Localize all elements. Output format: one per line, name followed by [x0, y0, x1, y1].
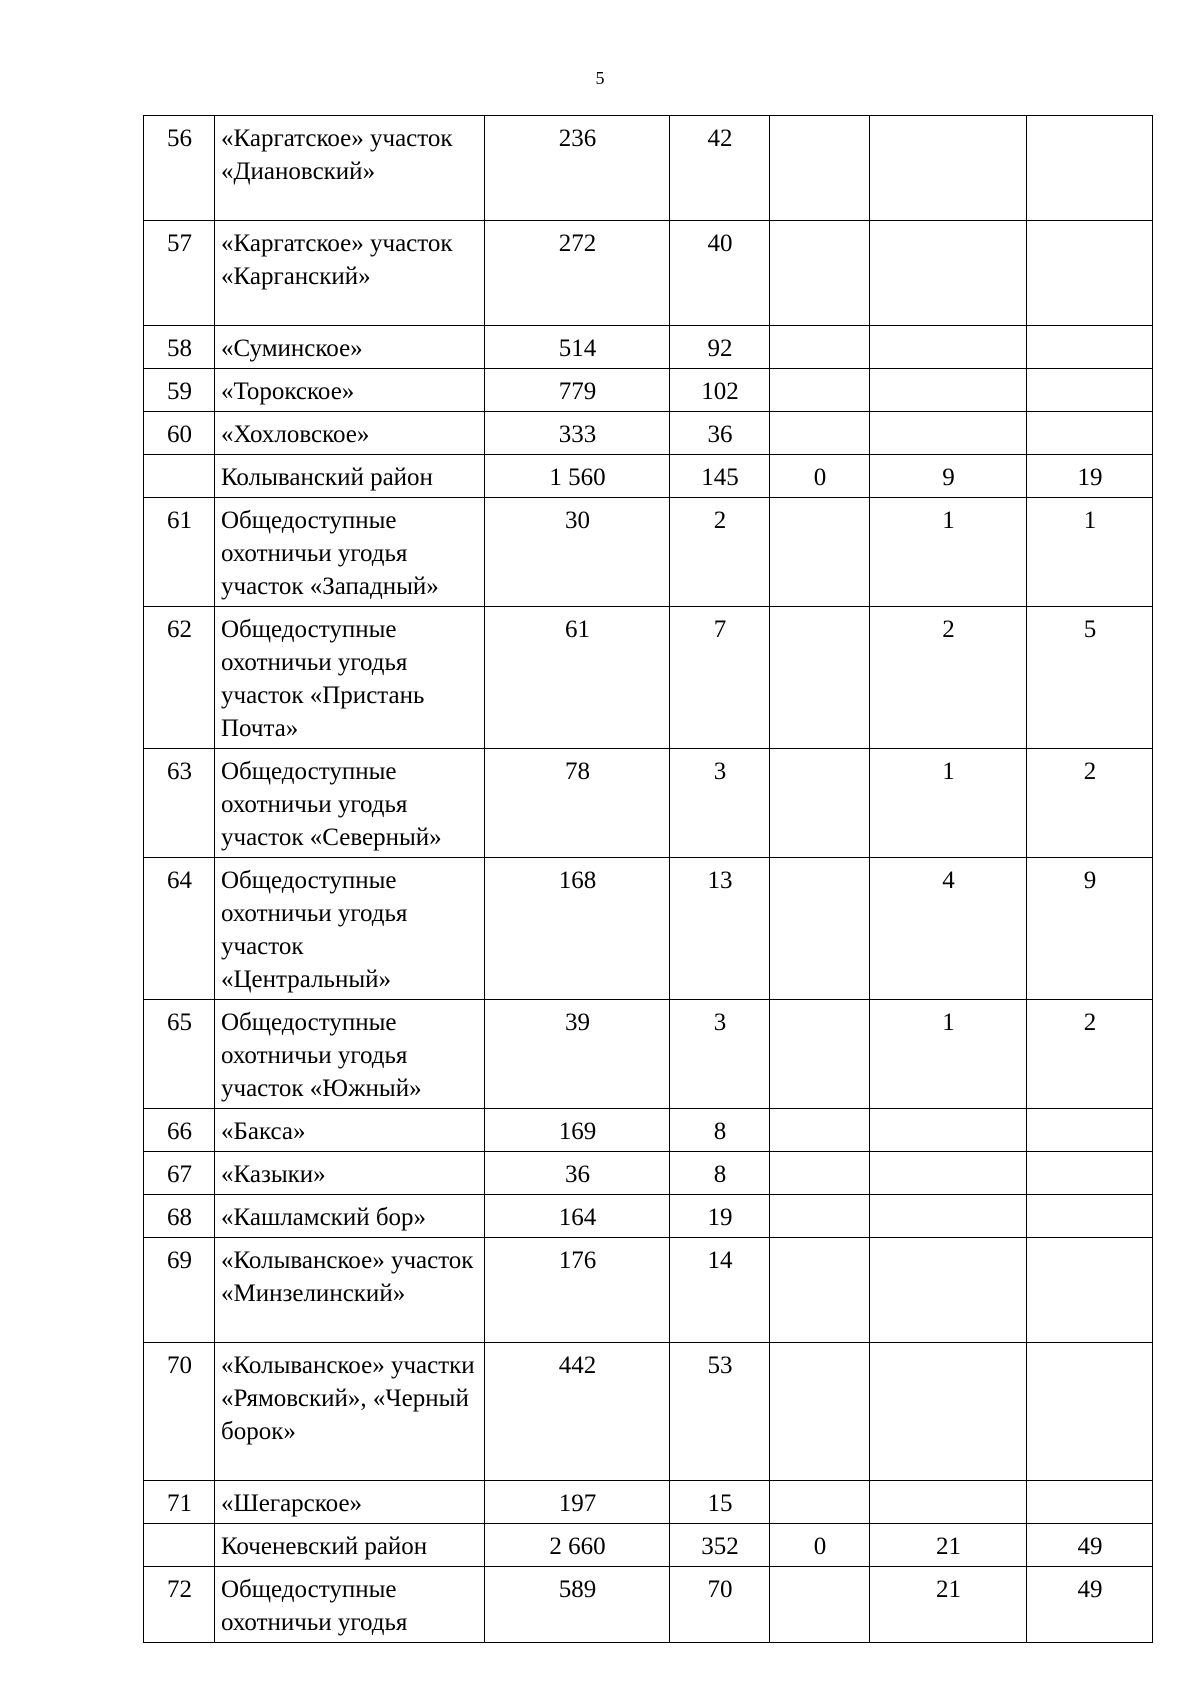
value-col-5 [1027, 1195, 1153, 1238]
value-col-5 [1027, 326, 1153, 369]
value-col-2: 102 [670, 369, 770, 412]
value-col-3 [770, 1000, 870, 1109]
value-col-2: 352 [670, 1524, 770, 1567]
page-number: 5 [595, 68, 605, 88]
row-number: 56 [144, 116, 215, 221]
value-col-5: 19 [1027, 455, 1153, 498]
table-row [144, 1481, 1153, 1524]
row-number [144, 1524, 215, 1567]
table-row [144, 326, 1153, 369]
table-row [144, 1109, 1153, 1152]
value-col-2: 36 [670, 412, 770, 455]
value-col-3 [770, 1238, 870, 1343]
row-number: 58 [144, 326, 215, 369]
row-name: «Колыванское» участки «Рямовский», «Черный борок» [215, 1343, 485, 1481]
value-col-5: 1 [1027, 498, 1153, 607]
value-col-5 [1027, 1238, 1153, 1343]
row-name: «Каргатское» участок «Карганский» [215, 221, 485, 326]
row-name: «Колыванское» участок «Минзелинский» [215, 1238, 485, 1343]
value-col-1: 30 [485, 498, 670, 607]
value-col-4 [870, 221, 1027, 326]
value-col-1: 333 [485, 412, 670, 455]
value-col-4 [870, 1343, 1027, 1481]
value-col-1: 176 [485, 1238, 670, 1343]
value-col-4: 21 [870, 1524, 1027, 1567]
value-col-3 [770, 1152, 870, 1195]
row-number [144, 455, 215, 498]
value-col-1: 514 [485, 326, 670, 369]
row-number: 65 [144, 1000, 215, 1109]
row-number: 64 [144, 858, 215, 1000]
value-col-3 [770, 1343, 870, 1481]
row-name: Колыванский район [215, 455, 485, 498]
table-row [144, 1195, 1153, 1238]
row-number: 71 [144, 1481, 215, 1524]
row-name: «Хохловское» [215, 412, 485, 455]
value-col-4 [870, 1481, 1027, 1524]
row-name: Общедоступные охотничьи угодья участок «Западный» [215, 498, 485, 607]
value-col-1: 589 [485, 1567, 670, 1643]
value-col-2: 2 [670, 498, 770, 607]
value-col-4: 2 [870, 607, 1027, 749]
value-col-2: 8 [670, 1109, 770, 1152]
value-col-2: 145 [670, 455, 770, 498]
value-col-1: 2 660 [485, 1524, 670, 1567]
row-name: Общедоступные охотничьи угодья участок «Пристань Почта» [215, 607, 485, 749]
value-col-3 [770, 116, 870, 221]
row-name: Общедоступные охотничьи угодья [215, 1567, 485, 1643]
value-col-3 [770, 858, 870, 1000]
district-total-row [144, 1524, 1153, 1567]
value-col-5 [1027, 369, 1153, 412]
row-number: 62 [144, 607, 215, 749]
value-col-5: 49 [1027, 1567, 1153, 1643]
row-name: «Казыки» [215, 1152, 485, 1195]
value-col-5 [1027, 1343, 1153, 1481]
value-col-1: 197 [485, 1481, 670, 1524]
row-number: 70 [144, 1343, 215, 1481]
value-col-3 [770, 369, 870, 412]
value-col-1: 39 [485, 1000, 670, 1109]
value-col-2: 15 [670, 1481, 770, 1524]
row-number: 67 [144, 1152, 215, 1195]
row-name: «Шегарское» [215, 1481, 485, 1524]
value-col-5 [1027, 221, 1153, 326]
value-col-4 [870, 1109, 1027, 1152]
row-name: «Кашламский бор» [215, 1195, 485, 1238]
value-col-1: 61 [485, 607, 670, 749]
table-row [144, 116, 1153, 221]
value-col-2: 40 [670, 221, 770, 326]
table-row [144, 607, 1153, 749]
value-col-1: 1 560 [485, 455, 670, 498]
value-col-4 [870, 1152, 1027, 1195]
table-row [144, 858, 1153, 1000]
value-col-2: 3 [670, 1000, 770, 1109]
value-col-5 [1027, 1481, 1153, 1524]
value-col-4: 21 [870, 1567, 1027, 1643]
value-col-1: 272 [485, 221, 670, 326]
value-col-2: 7 [670, 607, 770, 749]
value-col-3 [770, 749, 870, 858]
row-name: Общедоступные охотничьи угодья участок «Центральный» [215, 858, 485, 1000]
table-row [144, 1000, 1153, 1109]
value-col-5 [1027, 1109, 1153, 1152]
value-col-4: 4 [870, 858, 1027, 1000]
row-number: 63 [144, 749, 215, 858]
value-col-3 [770, 607, 870, 749]
value-col-1: 168 [485, 858, 670, 1000]
row-name: Общедоступные охотничьи угодья участок «Северный» [215, 749, 485, 858]
value-col-3 [770, 1567, 870, 1643]
value-col-2: 42 [670, 116, 770, 221]
value-col-4 [870, 412, 1027, 455]
value-col-3 [770, 1109, 870, 1152]
table-row [144, 498, 1153, 607]
value-col-4 [870, 116, 1027, 221]
value-col-3: 0 [770, 1524, 870, 1567]
table-row [144, 749, 1153, 858]
row-name: Общедоступные охотничьи угодья участок «Южный» [215, 1000, 485, 1109]
row-name: Коченевский район [215, 1524, 485, 1567]
value-col-5: 2 [1027, 749, 1153, 858]
value-col-4: 1 [870, 749, 1027, 858]
value-col-4 [870, 369, 1027, 412]
value-col-3: 0 [770, 455, 870, 498]
table-row [144, 1238, 1153, 1343]
value-col-5: 49 [1027, 1524, 1153, 1567]
row-number: 57 [144, 221, 215, 326]
row-name: «Торокское» [215, 369, 485, 412]
value-col-4 [870, 1195, 1027, 1238]
value-col-5: 2 [1027, 1000, 1153, 1109]
row-name: «Бакса» [215, 1109, 485, 1152]
table-row [144, 1343, 1153, 1481]
value-col-5: 9 [1027, 858, 1153, 1000]
row-number: 69 [144, 1238, 215, 1343]
table-row [144, 412, 1153, 455]
value-col-3 [770, 1195, 870, 1238]
value-col-2: 3 [670, 749, 770, 858]
row-number: 59 [144, 369, 215, 412]
value-col-1: 169 [485, 1109, 670, 1152]
value-col-5 [1027, 1152, 1153, 1195]
row-number: 72 [144, 1567, 215, 1643]
value-col-1: 36 [485, 1152, 670, 1195]
table-row [144, 221, 1153, 326]
value-col-4: 1 [870, 1000, 1027, 1109]
district-total-row [144, 455, 1153, 498]
row-name: «Каргатское» участок «Диановский» [215, 116, 485, 221]
row-number: 68 [144, 1195, 215, 1238]
value-col-2: 92 [670, 326, 770, 369]
row-number: 60 [144, 412, 215, 455]
value-col-4 [870, 1238, 1027, 1343]
value-col-4 [870, 326, 1027, 369]
value-col-4: 9 [870, 455, 1027, 498]
value-col-2: 14 [670, 1238, 770, 1343]
value-col-3 [770, 221, 870, 326]
value-col-1: 236 [485, 116, 670, 221]
value-col-2: 53 [670, 1343, 770, 1481]
table-row [144, 369, 1153, 412]
value-col-5: 5 [1027, 607, 1153, 749]
value-col-3 [770, 498, 870, 607]
value-col-1: 164 [485, 1195, 670, 1238]
row-number: 61 [144, 498, 215, 607]
data-table [143, 115, 1153, 1643]
value-col-2: 8 [670, 1152, 770, 1195]
value-col-1: 78 [485, 749, 670, 858]
table-row [144, 1152, 1153, 1195]
value-col-3 [770, 1481, 870, 1524]
value-col-3 [770, 412, 870, 455]
row-name: «Суминское» [215, 326, 485, 369]
value-col-2: 19 [670, 1195, 770, 1238]
value-col-2: 13 [670, 858, 770, 1000]
value-col-1: 779 [485, 369, 670, 412]
row-number: 66 [144, 1109, 215, 1152]
value-col-5 [1027, 412, 1153, 455]
value-col-5 [1027, 116, 1153, 221]
table-row [144, 1567, 1153, 1643]
value-col-3 [770, 326, 870, 369]
value-col-1: 442 [485, 1343, 670, 1481]
value-col-4: 1 [870, 498, 1027, 607]
value-col-2: 70 [670, 1567, 770, 1643]
